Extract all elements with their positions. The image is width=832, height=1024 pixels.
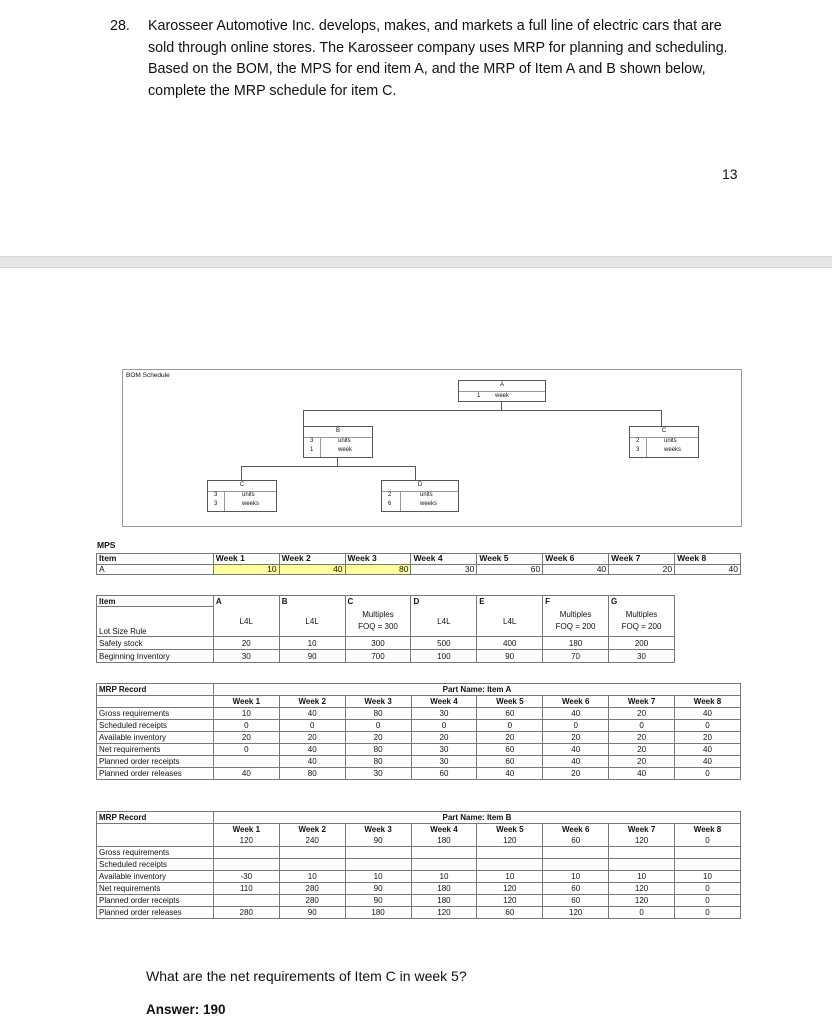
follow-up-question: What are the net requirements of Item C in week 5? (146, 968, 467, 984)
mrp-a-row-label: Available inventory (97, 732, 214, 744)
bom-node-a (458, 380, 546, 402)
bom-node-a-lead-unit: week (494, 393, 509, 399)
param-lot-size (609, 607, 675, 637)
mrp-a-cell: 40 (279, 756, 345, 768)
mps-cell: 40 (543, 564, 609, 575)
mrp-b-cell: -30 (213, 871, 279, 883)
mps-week-header: Week 3 (345, 554, 411, 565)
mrp-record-item-b (96, 811, 741, 919)
mps-cell: 80 (345, 564, 411, 575)
mrp-b-row (97, 907, 741, 919)
bom-link (241, 466, 242, 480)
mrp-a-row-label: Net requirements (97, 744, 214, 756)
mrp-b-cell: 90 (345, 895, 411, 907)
bom-node-c-name: C (239, 482, 245, 488)
mrp-a-cell: 0 (345, 720, 411, 732)
mrp-b-cell: 120 (543, 907, 609, 919)
mrp-b-cell (477, 859, 543, 871)
mps-cell: 30 (411, 564, 477, 575)
mrp-a-week-row (97, 696, 741, 708)
bom-node-c-units: units (242, 492, 255, 498)
mrp-a-row (97, 720, 741, 732)
mrp-b-gross: 0 (675, 835, 741, 847)
bom-node-d-units: units (420, 492, 433, 498)
mrp-a-cell: 40 (675, 744, 741, 756)
bom-node-divider (459, 391, 545, 392)
mrp-b-row-label: Net requirements (97, 883, 214, 895)
mrp-a-week: Week 2 (279, 696, 345, 708)
mrp-b-cell: 10 (543, 871, 609, 883)
param-lot-size: L4L (477, 607, 543, 637)
mps-cell: 20 (609, 564, 675, 575)
bom-link (303, 410, 661, 411)
question (110, 16, 750, 102)
param-begin: 30 (609, 650, 675, 663)
mrp-a-cell: 0 (609, 720, 675, 732)
mrp-a-cell: 0 (543, 720, 609, 732)
mrp-b-week-spacer (97, 824, 214, 836)
bom-link (415, 466, 416, 480)
bom-node-divider (224, 491, 225, 511)
param-begin-label: Beginning Inventory (97, 650, 214, 663)
mrp-b-cell (411, 859, 477, 871)
mps-week-header: Week 5 (477, 554, 543, 565)
lot-size-line: FOQ = 200 (621, 622, 662, 632)
mps-cell: 40 (675, 564, 741, 575)
mrp-b-gross: 90 (345, 835, 411, 847)
mrp-a-row (97, 768, 741, 780)
param-safety: 20 (213, 637, 279, 650)
mrp-a-row (97, 732, 741, 744)
mrp-a-week: Week 6 (543, 696, 609, 708)
bom-node-c-leadtime: 3 (214, 501, 218, 507)
mrp-a-cell: 40 (279, 744, 345, 756)
mrp-b-week: Week 7 (609, 824, 675, 836)
mps-cell: 60 (477, 564, 543, 575)
param-lot-size (543, 607, 609, 637)
mps-week-header: Week 6 (543, 554, 609, 565)
param-lot-size (345, 607, 411, 637)
mrp-b-gross-label-row (97, 847, 741, 859)
bom-node-d-qty: 2 (388, 492, 392, 498)
mrp-b-cell (345, 859, 411, 871)
mrp-a-cell: 30 (345, 768, 411, 780)
mps-week-header: Week 1 (213, 554, 279, 565)
mrp-a-cell: 20 (609, 708, 675, 720)
mrp-b-week: Week 4 (411, 824, 477, 836)
mps-week-header: Week 4 (411, 554, 477, 565)
mrp-a-row (97, 756, 741, 768)
mrp-a-cell: 40 (543, 708, 609, 720)
bom-node-b-lead-unit: week (338, 447, 353, 453)
mrp-a-cell: 20 (213, 732, 279, 744)
bom-title: BOM Schedule (126, 372, 170, 379)
bom-node-c-under-b (207, 480, 277, 512)
param-safety: 500 (411, 637, 477, 650)
mrp-b-cell: 120 (477, 895, 543, 907)
mrp-b-week: Week 1 (213, 824, 279, 836)
bom-node-c-lead-unit: weeks (664, 447, 682, 453)
mrp-a-cell: 0 (279, 720, 345, 732)
param-safety: 180 (543, 637, 609, 650)
bom-node-c-leadtime: 3 (636, 447, 640, 453)
param-begin: 90 (477, 650, 543, 663)
question-text: Karosseer Automotive Inc. develops, makes, and markets a full line of electric cars that are sold through online stores. The Karosseer company uses MRP for planning and scheduling. Based on the BOM, the MPS for end item A, and the MRP of Item A and B shown below, complete the MRP schedule for item C. (148, 18, 728, 99)
mrp-b-cell (543, 859, 609, 871)
bom-node-c-lead-unit: weeks (242, 501, 260, 507)
mps-item-header: Item (97, 554, 214, 565)
mrp-b-cell: 10 (675, 871, 741, 883)
param-safety-row (97, 637, 675, 650)
mrp-a-cell: 0 (675, 720, 741, 732)
mrp-b-cell: 60 (543, 895, 609, 907)
mrp-b-cell: 120 (609, 895, 675, 907)
mrp-a-cell: 60 (411, 768, 477, 780)
mrp-b-row-label: Planned order releases (97, 907, 214, 919)
mps-week-header: Week 8 (675, 554, 741, 565)
mrp-a-week: Week 4 (411, 696, 477, 708)
mrp-a-cell: 30 (411, 744, 477, 756)
mps-week-header: Week 7 (609, 554, 675, 565)
mrp-b-cell: 10 (411, 871, 477, 883)
param-begin: 70 (543, 650, 609, 663)
param-item-header: Item (97, 596, 214, 607)
mrp-a-cell (213, 756, 279, 768)
bom-node-c-qty: 2 (636, 438, 640, 444)
mrp-b-gross: 120 (213, 835, 279, 847)
lot-size-line: FOQ = 300 (358, 622, 398, 632)
bom-diagram (122, 369, 742, 527)
mrp-a-row-label: Scheduled receipts (97, 720, 214, 732)
bom-node-c-under-a (629, 426, 699, 458)
mrp-b-week: Week 2 (279, 824, 345, 836)
mrp-b-cell: 180 (411, 895, 477, 907)
mrp-a-cell: 30 (411, 756, 477, 768)
mrp-b-part-name: Part Name: Item B (213, 812, 740, 824)
param-begin: 700 (345, 650, 411, 663)
page-number: 13 (722, 166, 738, 182)
mrp-b-cell (213, 895, 279, 907)
bom-node-a-name: A (499, 382, 504, 388)
mrp-a-cell: 40 (609, 768, 675, 780)
param-lot-size: L4L (279, 607, 345, 637)
mrp-b-row (97, 871, 741, 883)
mrp-b-cell: 110 (213, 883, 279, 895)
mrp-b-cell: 60 (477, 907, 543, 919)
item-parameters-table (96, 595, 675, 663)
mrp-b-cell (213, 859, 279, 871)
param-safety-label: Safety stock (97, 637, 214, 650)
bom-node-a-leadtime: 1 (477, 393, 481, 399)
mrp-a-cell: 20 (345, 732, 411, 744)
param-safety: 200 (609, 637, 675, 650)
mrp-a-cell: 0 (477, 720, 543, 732)
mrp-b-cell (279, 859, 345, 871)
bom-node-d-name: D (417, 482, 423, 488)
param-item: E (477, 596, 543, 607)
bom-node-b-leadtime: 1 (310, 447, 314, 453)
param-item: B (279, 596, 345, 607)
param-lot-size-label: Lot Size Rule (97, 607, 214, 637)
mps-title: MPS (97, 540, 116, 550)
mrp-b-gross: 120 (477, 835, 543, 847)
param-item: C (345, 596, 411, 607)
param-item: A (213, 596, 279, 607)
mrp-a-week-spacer (97, 696, 214, 708)
mrp-a-cell: 20 (477, 732, 543, 744)
mrp-a-cell: 20 (543, 732, 609, 744)
mrp-b-cell: 10 (609, 871, 675, 883)
bom-link (337, 457, 338, 466)
bom-node-d-leadtime: 6 (388, 501, 392, 507)
mrp-b-cell: 120 (609, 883, 675, 895)
mrp-a-cell: 80 (345, 744, 411, 756)
mrp-a-cell: 80 (345, 708, 411, 720)
bom-node-c-units: units (664, 438, 677, 444)
mrp-b-cell: 10 (279, 871, 345, 883)
mrp-b-cell: 60 (543, 883, 609, 895)
bom-node-divider (400, 491, 401, 511)
mrp-a-row-label: Planned order releases (97, 768, 214, 780)
param-item: D (411, 596, 477, 607)
mrp-b-cell: 0 (675, 895, 741, 907)
mrp-a-cell: 60 (477, 756, 543, 768)
mrp-b-week: Week 6 (543, 824, 609, 836)
mrp-b-cell: 90 (279, 907, 345, 919)
mrp-b-cell (609, 859, 675, 871)
lot-size-line: Multiples (625, 610, 658, 620)
mrp-a-cell: 0 (675, 768, 741, 780)
mrp-b-gross: 240 (279, 835, 345, 847)
mrp-b-cell: 120 (477, 883, 543, 895)
bom-node-b-units: units (338, 438, 351, 444)
mrp-b-row-label: Available inventory (97, 871, 214, 883)
mrp-a-week: Week 3 (345, 696, 411, 708)
bom-node-c-name: C (661, 428, 667, 434)
mrp-a-cell: 40 (543, 756, 609, 768)
mrp-b-cell: 0 (609, 907, 675, 919)
param-begin: 100 (411, 650, 477, 663)
mrp-record-item-a (96, 683, 741, 780)
mrp-a-cell: 20 (543, 768, 609, 780)
mrp-b-cell: 280 (213, 907, 279, 919)
mrp-a-row-label: Gross requirements (97, 708, 214, 720)
bom-node-b-qty: 3 (310, 438, 314, 444)
mps-cell: 40 (279, 564, 345, 575)
mrp-b-gross: 180 (411, 835, 477, 847)
bom-node-b-name: B (335, 428, 340, 434)
mrp-b-cell: 0 (675, 883, 741, 895)
mrp-b-cell: 90 (345, 883, 411, 895)
mrp-b-week-row (97, 824, 741, 836)
mrp-b-row-label: Gross requirements (97, 847, 214, 859)
mrp-b-cell: 180 (345, 907, 411, 919)
mrp-b-gross: 120 (609, 835, 675, 847)
mrp-b-cell: 10 (345, 871, 411, 883)
mrp-a-cell: 0 (213, 720, 279, 732)
mrp-a-row (97, 708, 741, 720)
param-header-row (97, 596, 675, 607)
mrp-b-cell: 10 (477, 871, 543, 883)
mrp-b-row-label: Scheduled receipts (97, 859, 214, 871)
mrp-a-part-name: Part Name: Item A (213, 684, 740, 696)
mrp-a-cell: 60 (477, 708, 543, 720)
mrp-b-title: MRP Record (97, 812, 214, 824)
mrp-a-week: Week 8 (675, 696, 741, 708)
bom-node-b (303, 426, 373, 458)
mrp-a-cell: 20 (609, 756, 675, 768)
mrp-a-cell: 40 (213, 768, 279, 780)
mrp-a-cell: 40 (675, 756, 741, 768)
mrp-a-cell: 0 (411, 720, 477, 732)
mrp-b-title-row (97, 812, 741, 824)
mrp-a-cell: 20 (411, 732, 477, 744)
mps-header-row (97, 554, 741, 565)
mrp-b-cell: 280 (279, 895, 345, 907)
param-begin: 90 (279, 650, 345, 663)
lot-size-line: Multiples (559, 610, 592, 620)
mrp-b-cell: 0 (675, 907, 741, 919)
mrp-a-cell: 80 (279, 768, 345, 780)
mrp-b-row (97, 883, 741, 895)
mrp-a-cell: 60 (477, 744, 543, 756)
param-begin-row (97, 650, 675, 663)
mrp-a-cell: 0 (213, 744, 279, 756)
mrp-b-cell: 120 (411, 907, 477, 919)
mrp-a-cell: 40 (543, 744, 609, 756)
mrp-a-title-row (97, 684, 741, 696)
mrp-b-week: Week 5 (477, 824, 543, 836)
mrp-b-gross-row (97, 835, 741, 847)
mrp-b-row (97, 859, 741, 871)
param-item: F (543, 596, 609, 607)
bom-link (241, 466, 415, 467)
mrp-b-gross: 60 (543, 835, 609, 847)
mrp-a-cell: 30 (411, 708, 477, 720)
mrp-b-row-label: Planned order receipts (97, 895, 214, 907)
mrp-b-cell: 180 (411, 883, 477, 895)
mrp-a-cell: 20 (279, 732, 345, 744)
mrp-a-week: Week 7 (609, 696, 675, 708)
mrp-b-week: Week 8 (675, 824, 741, 836)
mrp-b-row-label (97, 835, 214, 847)
param-begin: 30 (213, 650, 279, 663)
param-item: G (609, 596, 675, 607)
mrp-a-row (97, 744, 741, 756)
mrp-a-week: Week 1 (213, 696, 279, 708)
bom-node-d-lead-unit: weeks (420, 501, 438, 507)
param-safety: 300 (345, 637, 411, 650)
mrp-a-cell: 10 (213, 708, 279, 720)
bom-node-divider (646, 437, 647, 457)
mrp-b-cell (675, 859, 741, 871)
mrp-b-week: Week 3 (345, 824, 411, 836)
mrp-a-cell: 20 (609, 744, 675, 756)
param-lot-size: L4L (411, 607, 477, 637)
mps-cell: 10 (213, 564, 279, 575)
bom-link (303, 410, 304, 426)
bom-node-divider (320, 437, 321, 457)
mrp-a-cell: 20 (675, 732, 741, 744)
answer: Answer: 190 (146, 1002, 226, 1017)
bom-link (661, 410, 662, 426)
mps-value-row (97, 564, 741, 575)
bom-link (501, 401, 502, 410)
mrp-a-cell: 40 (477, 768, 543, 780)
mrp-a-title: MRP Record (97, 684, 214, 696)
mrp-a-cell: 40 (279, 708, 345, 720)
lot-size-line: FOQ = 200 (555, 622, 596, 632)
mrp-a-cell: 80 (345, 756, 411, 768)
bom-node-d (381, 480, 459, 512)
mrp-a-cell: 20 (609, 732, 675, 744)
question-number: 28. (110, 18, 130, 34)
mps-week-header: Week 2 (279, 554, 345, 565)
mrp-b-row (97, 895, 741, 907)
lot-size-line: Multiples (362, 610, 394, 620)
mrp-b-cell: 280 (279, 883, 345, 895)
mps-table (96, 553, 741, 575)
param-safety: 400 (477, 637, 543, 650)
param-lot-size-row (97, 607, 675, 637)
mrp-a-week: Week 5 (477, 696, 543, 708)
page-separator (0, 256, 832, 268)
bom-node-c-qty: 3 (214, 492, 218, 498)
param-safety: 10 (279, 637, 345, 650)
mrp-a-cell: 40 (675, 708, 741, 720)
mps-item: A (97, 564, 214, 575)
param-lot-size: L4L (213, 607, 279, 637)
mrp-a-row-label: Planned order receipts (97, 756, 214, 768)
